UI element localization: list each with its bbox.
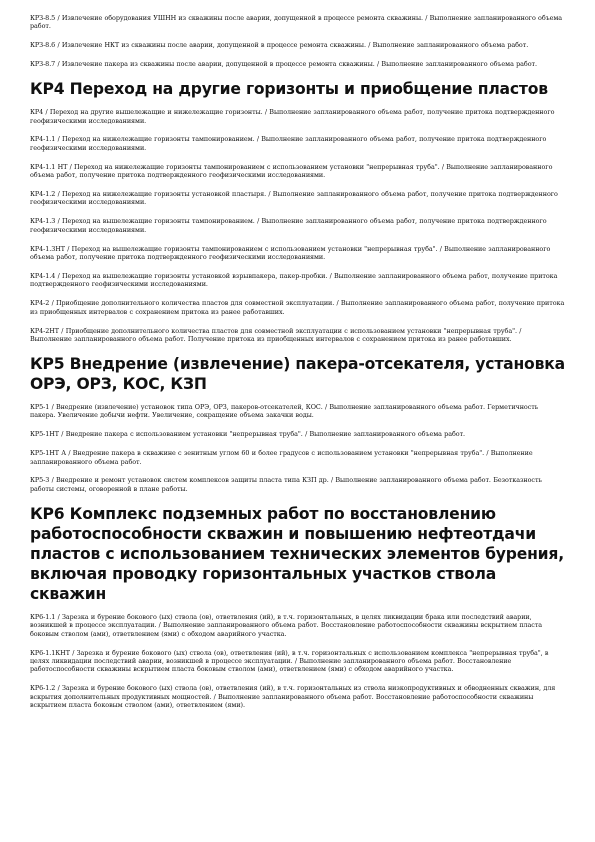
section-heading: КР4 Переход на другие горизонты и приобщение пластов (30, 80, 548, 99)
section-heading: КР6 Комплекс подземных работ по восстановлению работоспособности скважин и повышению нефтеотдачи пластов с использованием технических элементов бурения, включая проводку горизонтальных участков ствола скважин (30, 504, 564, 603)
section-heading: КР5 Внедрение (извлечение) пакера-отсекателя, установка ОРЭ, ОРЗ, КОС, КЗП (30, 354, 565, 393)
list-item: КР4-1.3НТ / Переход на вышележащие горизонты тампонированием с использованием установки "непрерывная труба". / Выполнение запланированного объема работ, получение притока подтвержденного геофизическими исследованиями. (30, 244, 551, 262)
list-item: КР4 / Переход на другие вышележащие и нижележащие горизонты. / Выполнение запланированного объема работ, получение притока подтвержденного геофизическими исследованиями. (30, 108, 555, 125)
list-item: КР6-1.1 / Зарезка и бурение бокового (ых) ствола (ов), ответвления (ий), в т.ч. горизонтальных, в целях ликвидации брака или последствий аварии, возникшей в процессе эксплуатации. / Выполнение запланированного объема работ. Восстановление работоспособности скважины вскрытием пласта боковым стволом (ами), ответвлением (ями) с обходом аварийного участка. (30, 612, 543, 638)
section-kr6 (30, 504, 565, 710)
list-item: КР4-2 / Приобщение дополнительного количества пластов для совместной эксплуатации. / Выполнение запланированного объема работ, получение притока из приобщенных интервалов с сохранением притока из ранее работавших. (30, 299, 565, 316)
section-kr3-continuation (30, 14, 565, 69)
list-item: КР4-1.4 / Переход на вышележащие горизонты установкой взрывпакера, пакер-пробки. / Выполнение запланированного объема работ, получение притока подтвержденного геофизическими исследованиями. (30, 272, 558, 289)
list-item: КР5-1 / Внедрение (извлечение) установок типа ОРЭ, ОРЗ, пакеров-отсекателей, КОС. / Выполнение запланированного объема работ. Герметичность пакера. Увеличение добычи нефти. Увеличение, сокращение объема закачки воды. (30, 402, 539, 420)
list-item: КР6-1.2 / Зарезка и бурение бокового (ых) ствола (ов), ответвления (ий), в т.ч. горизонтальных из ствола низкопродуктивных и обводненных скважин, для вскрытия дополнительных продуктивных мощностей. / Выполнение запланированного объема работ. Восстановление работоспособности скважины вскрытием пласта боковым стволом (ами), ответвлением (ями). (30, 684, 556, 710)
section-kr4 (30, 79, 565, 343)
list-item: КР4-1.3 / Переход на вышележащие горизонты тампонированием. / Выполнение запланированного объема работ, получение притока подтвержденного геофизическими исследованиями. (30, 217, 547, 234)
list-item: КР4-1.1 НТ / Переход на нижележащие горизонты тампонированием с использованием установки "непрерывная труба". / Выполнение запланированного объема работ, получение притока подтвержденного геофизическими исследованиями. (30, 162, 553, 180)
section-kr5 (30, 354, 565, 493)
list-item: КР4-1.1 / Переход на нижележащие горизонты тампонированием. / Выполнение запланированного объема работ, получение притока подтвержденного геофизическими исследованиями. (30, 135, 547, 152)
list-item: КР4-2НТ / Приобщение дополнительного количества пластов для совместной эксплуатации с использованием установки "непрерывная труба". / Выполнение запланированного объема работ. Получение притока из приобщенных интервалов с сохранением притока из ранее работавших. (30, 326, 522, 344)
list-item: КРЗ-8.5 / Извлечение оборудования УШНН из скважины после аварии, допущенной в процессе ремонта скважины. / Выполнение запланированного объема работ. (30, 14, 563, 31)
list-item: КР5-3 / Внедрение и ремонт установок систем комплексов защиты пласта типа КЗП др. / Выполнение запланированного объема работ. Безотказность работы системы, оговоренной в плане работы. (30, 476, 542, 493)
list-item: КР5-1НТ / Внедрение пакера с использованием установки "непрерывная труба". / Выполнение запланированного объема работ. (30, 430, 466, 439)
list-item: КР6-1.1КНТ / Зарезка и бурение бокового (ых) ствола (ов), ответвления (ий), в т.ч. горизонтальных с использованием комплекса "непрерывная труба", в целях ликвидации последствий аварии, возникшей в процессе эксплуатации. / Выполнение запланированного объема работ. Восстановление работоспособности скважины вскрытием пласта боковым стволом (ами), ответвлением (ями) с обходом аварийного участка. (30, 648, 549, 674)
list-item: КР4-1.2 / Переход на нижележащие горизонты установкой пластыря. / Выполнение запланированного объема работ, получение притока подтвержденного геофизическими исследованиями. (30, 190, 558, 207)
list-item: КРЗ-8.6 / Извлечение НКТ из скважины после аварии, допущенной в процессе ремонта скважины. / Выполнение запланированного объема работ. (30, 41, 529, 50)
list-item: КРЗ-8.7 / Извлечение пакера из скважины после аварии, допущенной в процессе ремонта скважины. / Выполнение запланированного объема работ. (30, 60, 537, 69)
list-item: КР5-1НТ А / Внедрение пакера в скважине с зенитным углом 60 и более градусов с использованием установки "непрерывная труба". / Выполнение запланированного объема работ. (30, 449, 533, 466)
